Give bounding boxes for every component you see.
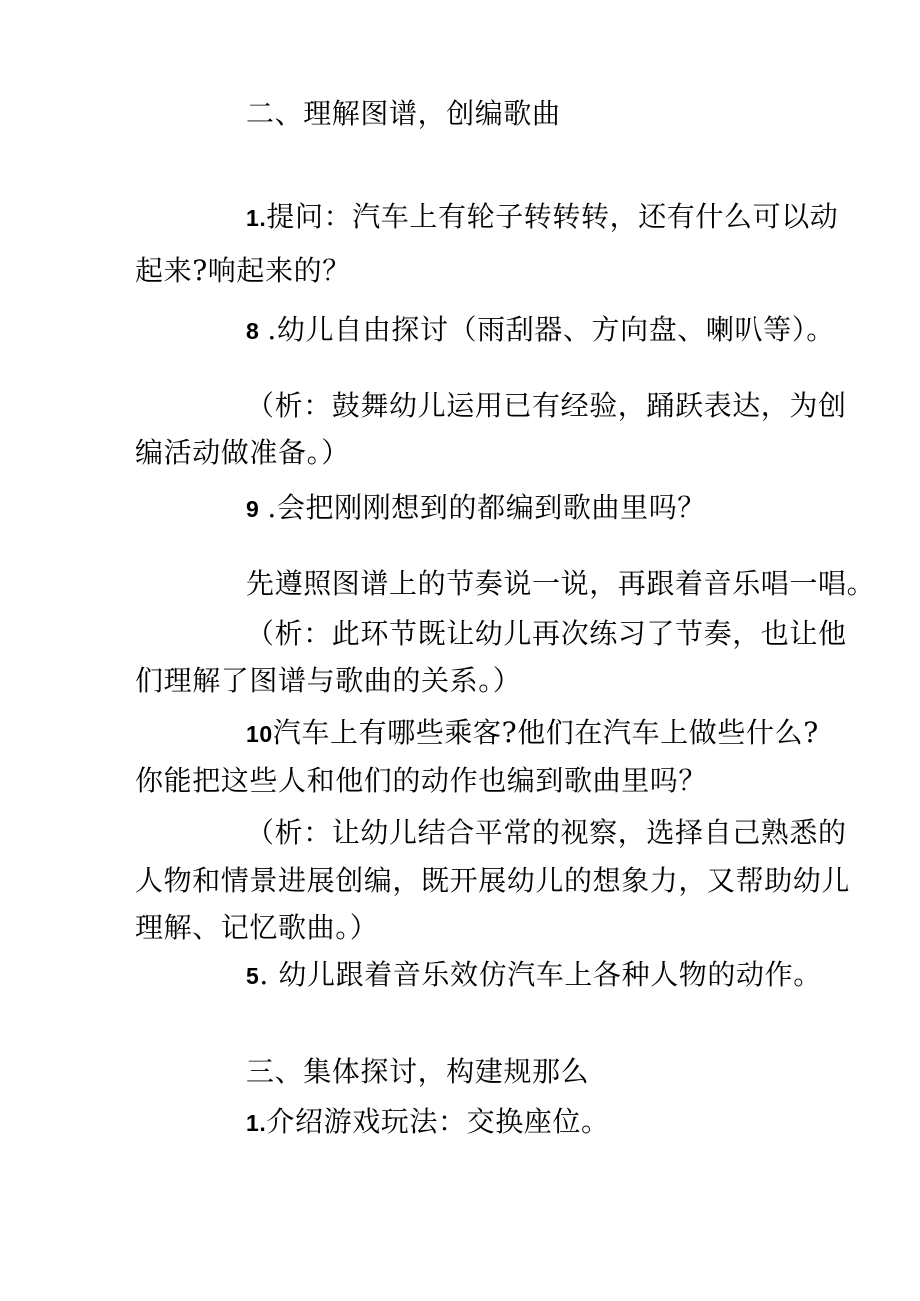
paragraph: 先遵照图谱上的节奏说一说，再跟着音乐唱一唱。 (246, 567, 876, 600)
list-item-text: 介绍游戏玩法：交换座位。 (266, 1105, 610, 1138)
list-item-continuation: 你能把这些人和他们的动作也编到歌曲里吗？ (135, 764, 708, 797)
list-item (246, 491, 706, 526)
list-item-text: .幼儿自由探讨（雨刮器、方向盘、喇叭等）。 (267, 313, 835, 346)
list-item-number: 5 (246, 963, 260, 989)
analysis-note-continuation: 们理解了图谱与歌曲的关系。） (135, 664, 522, 697)
list-item (246, 200, 838, 235)
list-item-number: 9 (246, 496, 260, 522)
list-item (246, 1105, 610, 1140)
analysis-note: （析：鼓舞幼儿运用已有经验，踊跃表达，为创 (246, 389, 847, 422)
list-item-continuation: 起来?响起来的？ (135, 254, 351, 287)
list-item-number: 10 (246, 721, 273, 747)
analysis-note-continuation: 理解、记忆歌曲。） (135, 911, 379, 944)
section-heading: 二、理解图谱，创编歌曲 (246, 97, 561, 130)
section-heading: 三、集体探讨，构建规那么 (246, 1055, 590, 1088)
list-item (246, 313, 835, 348)
list-item (246, 716, 819, 751)
list-item-text: .会把刚刚想到的都编到歌曲里吗？ (267, 491, 706, 524)
list-item (246, 958, 822, 993)
list-item-number: 8 (246, 318, 260, 344)
list-item-number: 1. (246, 1110, 267, 1136)
list-item-number: 1. (246, 205, 267, 231)
analysis-note-continuation: 人物和情景进展创编，既开展幼儿的想象力，又帮助幼儿 (135, 864, 851, 897)
analysis-note-continuation: 编活动做准备。） (135, 436, 350, 469)
analysis-note: （析：此环节既让幼儿再次练习了节奏，也让他 (246, 617, 847, 650)
list-item-text: 汽车上有哪些乘客?他们在汽车上做些什么? (272, 716, 819, 749)
analysis-note: （析：让幼儿结合平常的视察，选择自己熟悉的 (246, 816, 847, 849)
list-item-text: . 幼儿跟着音乐效仿汽车上各种人物的动作。 (259, 958, 822, 991)
list-item-text: 提问：汽车上有轮子转转转，还有什么可以动 (266, 200, 839, 233)
